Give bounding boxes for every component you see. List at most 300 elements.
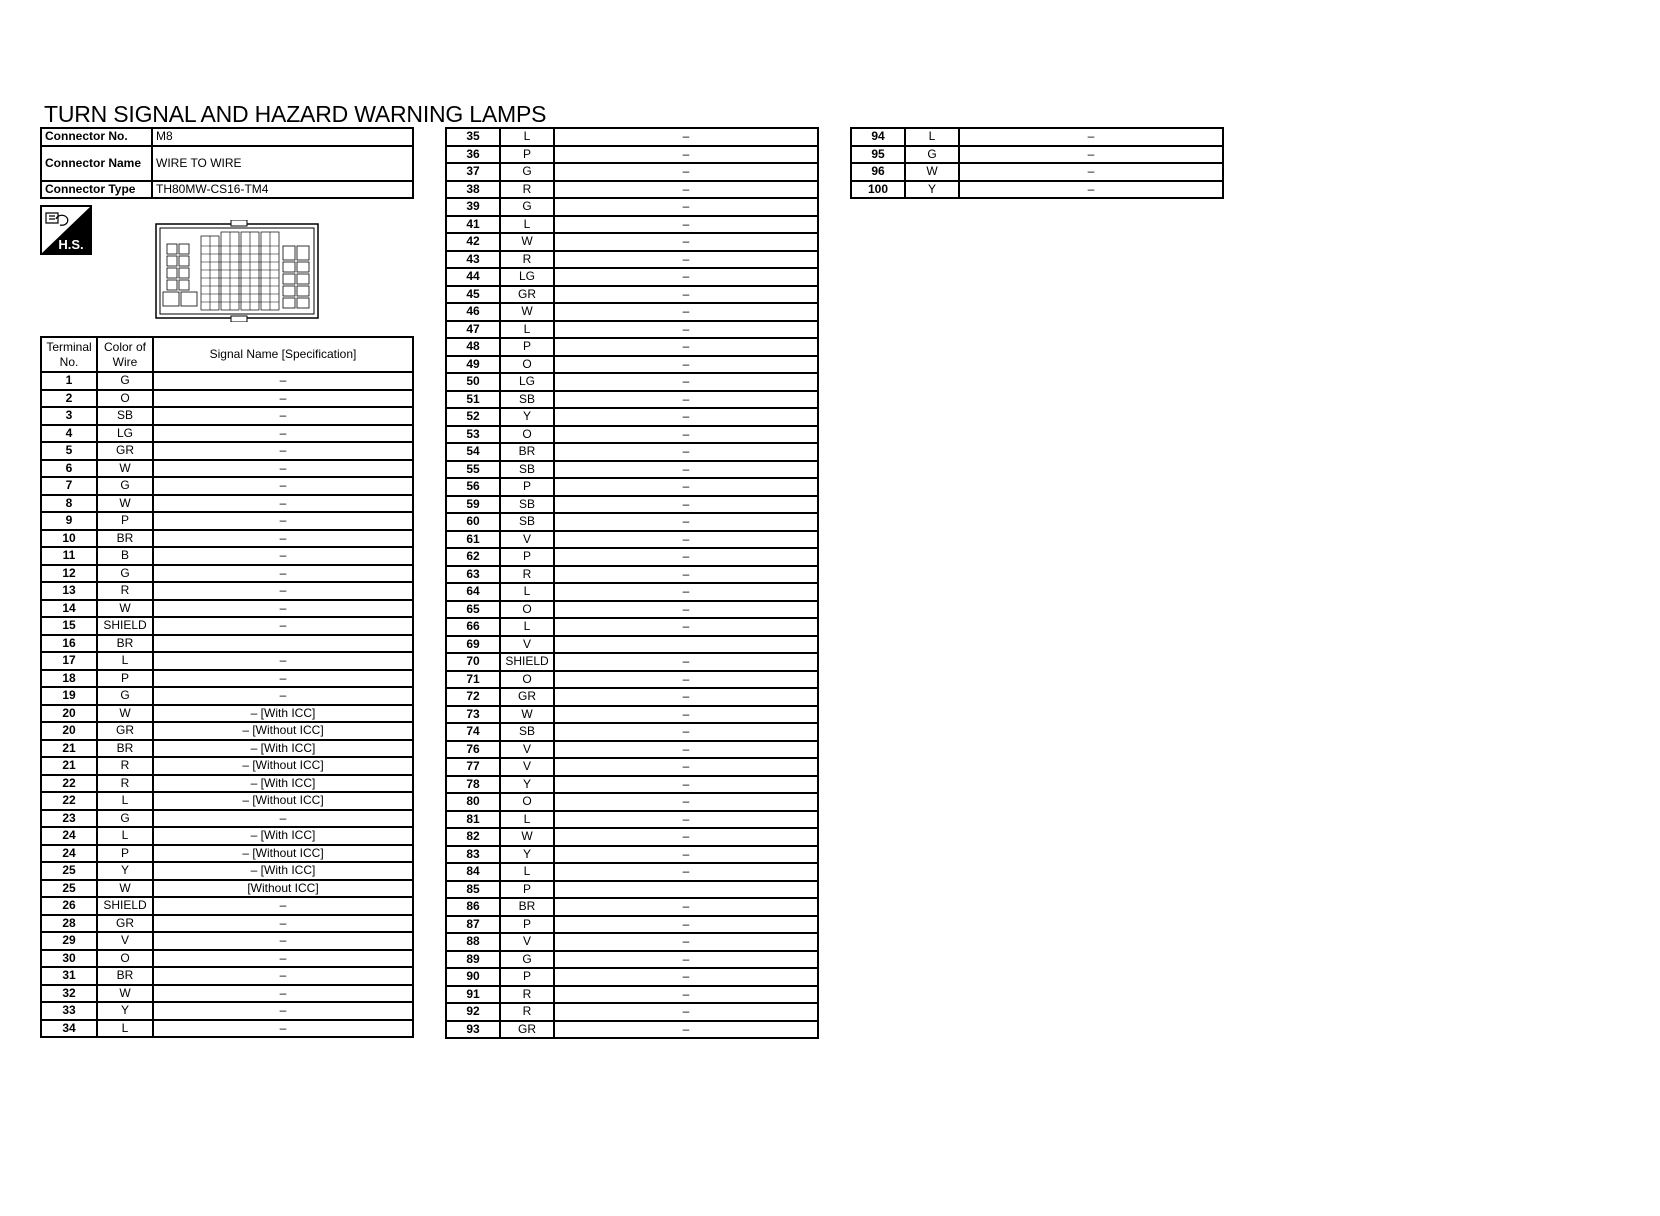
signal-name: – <box>554 671 818 689</box>
wire-color: P <box>500 338 554 356</box>
table-row <box>41 897 413 915</box>
wire-color: O <box>500 793 554 811</box>
terminal-no: 8 <box>41 495 97 513</box>
header-terminal: Terminal No. <box>41 337 97 372</box>
table-row <box>41 617 413 635</box>
table-row <box>41 915 413 933</box>
terminal-no: 47 <box>446 321 500 339</box>
connector-no-value: M8 <box>152 128 413 146</box>
signal-name: – <box>153 1020 413 1038</box>
table-row <box>446 723 818 741</box>
wire-color: R <box>500 1003 554 1021</box>
table-row <box>446 426 818 444</box>
table-row <box>41 495 413 513</box>
wire-color: R <box>97 775 153 793</box>
wire-color: O <box>500 356 554 374</box>
table-row <box>41 810 413 828</box>
wire-color: Y <box>500 408 554 426</box>
table-row <box>41 722 413 740</box>
signal-name: – <box>959 181 1223 199</box>
header-signal: Signal Name [Specification] <box>153 337 413 372</box>
signal-name: – <box>554 776 818 794</box>
signal-name <box>554 881 818 899</box>
wire-color: L <box>500 128 554 146</box>
terminal-no: 42 <box>446 233 500 251</box>
terminal-no: 31 <box>41 967 97 985</box>
terminal-no: 33 <box>41 1002 97 1020</box>
signal-name: – <box>554 461 818 479</box>
table-row <box>851 128 1223 146</box>
terminal-no: 52 <box>446 408 500 426</box>
table-row <box>446 1021 818 1039</box>
wire-color: BR <box>97 635 153 653</box>
signal-name: – <box>554 286 818 304</box>
terminal-table-1 <box>40 336 414 1038</box>
table-row <box>446 216 818 234</box>
terminal-no: 16 <box>41 635 97 653</box>
header-color: Color of Wire <box>97 337 153 372</box>
wire-color: G <box>500 198 554 216</box>
signal-name: – [Without ICC] <box>153 722 413 740</box>
table-row <box>446 373 818 391</box>
wire-color: BR <box>500 443 554 461</box>
table-row <box>446 251 818 269</box>
wire-color: BR <box>500 898 554 916</box>
wire-color: G <box>905 146 959 164</box>
signal-name: – <box>153 390 413 408</box>
table-row <box>446 461 818 479</box>
signal-name: – [Without ICC] <box>153 757 413 775</box>
table-row <box>446 986 818 1004</box>
table-row <box>446 566 818 584</box>
terminal-no: 87 <box>446 916 500 934</box>
terminal-no: 94 <box>851 128 905 146</box>
table-row <box>446 968 818 986</box>
signal-name: – [With ICC] <box>153 705 413 723</box>
wire-color: BR <box>97 530 153 548</box>
wire-color: W <box>500 706 554 724</box>
signal-name: – <box>554 531 818 549</box>
terminal-no: 74 <box>446 723 500 741</box>
wire-color: P <box>500 548 554 566</box>
signal-name: – <box>554 706 818 724</box>
terminal-no: 15 <box>41 617 97 635</box>
table-row <box>446 583 818 601</box>
wire-color: W <box>97 495 153 513</box>
terminal-no: 14 <box>41 600 97 618</box>
wire-color: L <box>500 583 554 601</box>
signal-name: – <box>554 548 818 566</box>
wire-color: SB <box>500 723 554 741</box>
table-row <box>41 775 413 793</box>
wire-color: G <box>97 565 153 583</box>
wire-color: R <box>500 986 554 1004</box>
terminal-no: 96 <box>851 163 905 181</box>
signal-name: – <box>153 1002 413 1020</box>
signal-name: – <box>554 601 818 619</box>
signal-name: – <box>554 846 818 864</box>
wire-color: GR <box>500 286 554 304</box>
terminal-no: 59 <box>446 496 500 514</box>
wire-color: G <box>97 372 153 390</box>
signal-name <box>554 636 818 654</box>
wire-color: G <box>500 951 554 969</box>
wire-color: R <box>500 181 554 199</box>
terminal-table-3 <box>850 127 1224 199</box>
signal-name: – [Without ICC] <box>153 845 413 863</box>
table-row <box>41 372 413 390</box>
table-row <box>446 338 818 356</box>
signal-name <box>153 635 413 653</box>
signal-name: – <box>554 163 818 181</box>
signal-name: – <box>554 146 818 164</box>
terminal-no: 43 <box>446 251 500 269</box>
wire-color: V <box>500 933 554 951</box>
table-row <box>851 163 1223 181</box>
signal-name: – <box>554 408 818 426</box>
terminal-no: 54 <box>446 443 500 461</box>
terminal-no: 13 <box>41 582 97 600</box>
terminal-no: 83 <box>446 846 500 864</box>
terminal-no: 19 <box>41 687 97 705</box>
signal-name: – <box>153 442 413 460</box>
signal-name: – <box>153 477 413 495</box>
signal-name: – [With ICC] <box>153 862 413 880</box>
table-row <box>41 635 413 653</box>
signal-name: – <box>554 496 818 514</box>
table-row <box>446 741 818 759</box>
terminal-no: 7 <box>41 477 97 495</box>
wire-color: Y <box>97 862 153 880</box>
terminal-no: 91 <box>446 986 500 1004</box>
terminal-no: 12 <box>41 565 97 583</box>
signal-name: – [Without ICC] <box>153 792 413 810</box>
wire-color: L <box>905 128 959 146</box>
terminal-no: 45 <box>446 286 500 304</box>
signal-name: – <box>554 863 818 881</box>
signal-name: – <box>153 652 413 670</box>
terminal-no: 92 <box>446 1003 500 1021</box>
signal-name: – <box>554 793 818 811</box>
terminal-no: 39 <box>446 198 500 216</box>
wire-color: GR <box>97 442 153 460</box>
terminal-no: 38 <box>446 181 500 199</box>
signal-name: – <box>554 251 818 269</box>
terminal-no: 6 <box>41 460 97 478</box>
wire-color: GR <box>97 722 153 740</box>
table-row <box>41 845 413 863</box>
signal-name: – <box>959 163 1223 181</box>
terminal-no: 50 <box>446 373 500 391</box>
wire-color: LG <box>97 425 153 443</box>
table-row <box>41 600 413 618</box>
table-row <box>446 951 818 969</box>
table-row <box>446 286 818 304</box>
signal-name: – <box>153 547 413 565</box>
wire-color: R <box>500 251 554 269</box>
signal-name: – <box>554 723 818 741</box>
wire-color: SHIELD <box>97 897 153 915</box>
terminal-no: 93 <box>446 1021 500 1039</box>
signal-name: – <box>153 407 413 425</box>
table-row <box>41 985 413 1003</box>
terminal-no: 85 <box>446 881 500 899</box>
wire-color: LG <box>500 373 554 391</box>
wire-color: L <box>500 811 554 829</box>
table-row <box>446 706 818 724</box>
terminal-no: 21 <box>41 740 97 758</box>
wire-color: W <box>97 600 153 618</box>
signal-name: – <box>554 811 818 829</box>
wire-color: R <box>97 582 153 600</box>
terminal-no: 9 <box>41 512 97 530</box>
signal-name: – <box>153 985 413 1003</box>
signal-name: – <box>554 986 818 1004</box>
terminal-no: 1 <box>41 372 97 390</box>
signal-name: – <box>153 687 413 705</box>
terminal-no: 51 <box>446 391 500 409</box>
terminal-no: 46 <box>446 303 500 321</box>
terminal-no: 53 <box>446 426 500 444</box>
terminal-no: 36 <box>446 146 500 164</box>
table-row <box>41 530 413 548</box>
wire-color: G <box>500 163 554 181</box>
signal-name: – <box>554 741 818 759</box>
wire-color: L <box>97 1020 153 1038</box>
signal-name: [Without ICC] <box>153 880 413 898</box>
table-row <box>41 827 413 845</box>
signal-name: – <box>153 372 413 390</box>
wire-color: BR <box>97 967 153 985</box>
connector-name-value: WIRE TO WIRE <box>152 146 413 181</box>
connector-name-label: Connector Name <box>41 146 152 181</box>
signal-name: – <box>153 495 413 513</box>
terminal-no: 88 <box>446 933 500 951</box>
table-row <box>446 531 818 549</box>
wire-color: SB <box>500 391 554 409</box>
signal-name: – <box>554 828 818 846</box>
wire-color: GR <box>500 688 554 706</box>
terminal-no: 5 <box>41 442 97 460</box>
terminal-no: 41 <box>446 216 500 234</box>
terminal-no: 77 <box>446 758 500 776</box>
signal-name: – <box>554 391 818 409</box>
table-row <box>446 198 818 216</box>
signal-name: – <box>554 566 818 584</box>
signal-name: – <box>153 810 413 828</box>
wire-color: L <box>500 216 554 234</box>
signal-name: – <box>554 916 818 934</box>
table-row <box>446 601 818 619</box>
wire-color: G <box>97 687 153 705</box>
terminal-no: 80 <box>446 793 500 811</box>
terminal-no: 3 <box>41 407 97 425</box>
signal-name: – <box>153 600 413 618</box>
signal-name: – <box>554 933 818 951</box>
table-row <box>446 933 818 951</box>
signal-name: – <box>153 915 413 933</box>
connector-no-label: Connector No. <box>41 128 152 146</box>
table-row <box>41 705 413 723</box>
terminal-no: 56 <box>446 478 500 496</box>
terminal-no: 69 <box>446 636 500 654</box>
wire-color: W <box>97 880 153 898</box>
signal-name: – <box>554 443 818 461</box>
terminal-no: 25 <box>41 862 97 880</box>
table-row <box>41 687 413 705</box>
wire-color: O <box>500 671 554 689</box>
table-row <box>446 548 818 566</box>
terminal-no: 34 <box>41 1020 97 1038</box>
wire-color: O <box>97 950 153 968</box>
signal-name: – <box>153 582 413 600</box>
wire-color: SB <box>500 496 554 514</box>
terminal-no: 23 <box>41 810 97 828</box>
terminal-no: 61 <box>446 531 500 549</box>
terminal-no: 48 <box>446 338 500 356</box>
table-row <box>851 181 1223 199</box>
terminal-no: 55 <box>446 461 500 479</box>
connector-type-label: Connector Type <box>41 181 152 199</box>
table-row <box>446 233 818 251</box>
terminal-no: 64 <box>446 583 500 601</box>
table-row <box>446 688 818 706</box>
table-row <box>41 1002 413 1020</box>
table-row <box>446 356 818 374</box>
signal-name: – <box>153 512 413 530</box>
table-row <box>446 128 818 146</box>
wire-color: P <box>500 478 554 496</box>
wire-color: V <box>500 741 554 759</box>
wire-color: V <box>500 636 554 654</box>
wire-color: P <box>97 670 153 688</box>
wire-color: R <box>97 757 153 775</box>
terminal-no: 49 <box>446 356 500 374</box>
terminal-no: 10 <box>41 530 97 548</box>
table-row <box>41 862 413 880</box>
wire-color: G <box>97 477 153 495</box>
table-row <box>41 792 413 810</box>
signal-name: – <box>554 356 818 374</box>
wire-color: O <box>500 601 554 619</box>
table-row <box>41 582 413 600</box>
signal-name: – <box>959 146 1223 164</box>
table-row <box>41 547 413 565</box>
signal-name: – <box>554 583 818 601</box>
wire-color: LG <box>500 268 554 286</box>
terminal-no: 17 <box>41 652 97 670</box>
terminal-no: 70 <box>446 653 500 671</box>
terminal-table-2 <box>445 127 819 1039</box>
terminal-no: 60 <box>446 513 500 531</box>
terminal-no: 66 <box>446 618 500 636</box>
table-row <box>41 407 413 425</box>
wire-color: SB <box>500 461 554 479</box>
terminal-no: 18 <box>41 670 97 688</box>
terminal-no: 24 <box>41 845 97 863</box>
signal-name: – <box>554 478 818 496</box>
wire-color: P <box>500 968 554 986</box>
table-row <box>446 321 818 339</box>
terminal-no: 29 <box>41 932 97 950</box>
wire-color: V <box>97 932 153 950</box>
terminal-no: 84 <box>446 863 500 881</box>
terminal-no: 62 <box>446 548 500 566</box>
terminal-no: 44 <box>446 268 500 286</box>
wire-color: W <box>97 705 153 723</box>
terminal-no: 4 <box>41 425 97 443</box>
signal-name: – [With ICC] <box>153 775 413 793</box>
signal-name: – <box>554 216 818 234</box>
table-row <box>446 618 818 636</box>
table-row <box>446 636 818 654</box>
terminal-no: 11 <box>41 547 97 565</box>
wire-color: L <box>500 321 554 339</box>
wire-color: W <box>97 985 153 1003</box>
signal-name: – [With ICC] <box>153 740 413 758</box>
wire-color: L <box>97 652 153 670</box>
hs-label: H.S. <box>58 237 84 252</box>
wire-color: V <box>500 531 554 549</box>
table-row <box>41 932 413 950</box>
table-row <box>41 442 413 460</box>
wire-color: P <box>97 512 153 530</box>
table-row <box>41 670 413 688</box>
table-row <box>446 146 818 164</box>
table-row <box>41 740 413 758</box>
table-row <box>446 863 818 881</box>
table-row <box>446 776 818 794</box>
table-row <box>446 881 818 899</box>
signal-name: – [With ICC] <box>153 827 413 845</box>
table-row <box>446 478 818 496</box>
signal-name: – <box>554 968 818 986</box>
signal-name: – <box>153 460 413 478</box>
terminal-no: 86 <box>446 898 500 916</box>
signal-name: – <box>153 670 413 688</box>
signal-name: – <box>554 653 818 671</box>
terminal-no: 28 <box>41 915 97 933</box>
table-row <box>41 460 413 478</box>
table-row <box>41 757 413 775</box>
terminal-no: 20 <box>41 722 97 740</box>
terminal-no: 76 <box>446 741 500 759</box>
table-row <box>446 303 818 321</box>
page-title: TURN SIGNAL AND HAZARD WARNING LAMPS <box>44 101 547 127</box>
terminal-no: 30 <box>41 950 97 968</box>
signal-name: – <box>153 967 413 985</box>
wire-color: R <box>500 566 554 584</box>
terminal-no: 95 <box>851 146 905 164</box>
signal-name: – <box>554 233 818 251</box>
signal-name: – <box>554 688 818 706</box>
signal-name: – <box>153 617 413 635</box>
table-row <box>446 513 818 531</box>
wire-color: W <box>500 303 554 321</box>
table-row <box>41 1020 413 1038</box>
wire-color: B <box>97 547 153 565</box>
connector-type-value: TH80MW-CS16-TM4 <box>152 181 413 199</box>
wire-color: SHIELD <box>97 617 153 635</box>
signal-name: – <box>153 565 413 583</box>
table-row <box>446 898 818 916</box>
terminal-no: 71 <box>446 671 500 689</box>
table-row <box>446 828 818 846</box>
wire-color: SB <box>97 407 153 425</box>
terminal-no: 89 <box>446 951 500 969</box>
table-row <box>446 846 818 864</box>
table-row <box>41 477 413 495</box>
